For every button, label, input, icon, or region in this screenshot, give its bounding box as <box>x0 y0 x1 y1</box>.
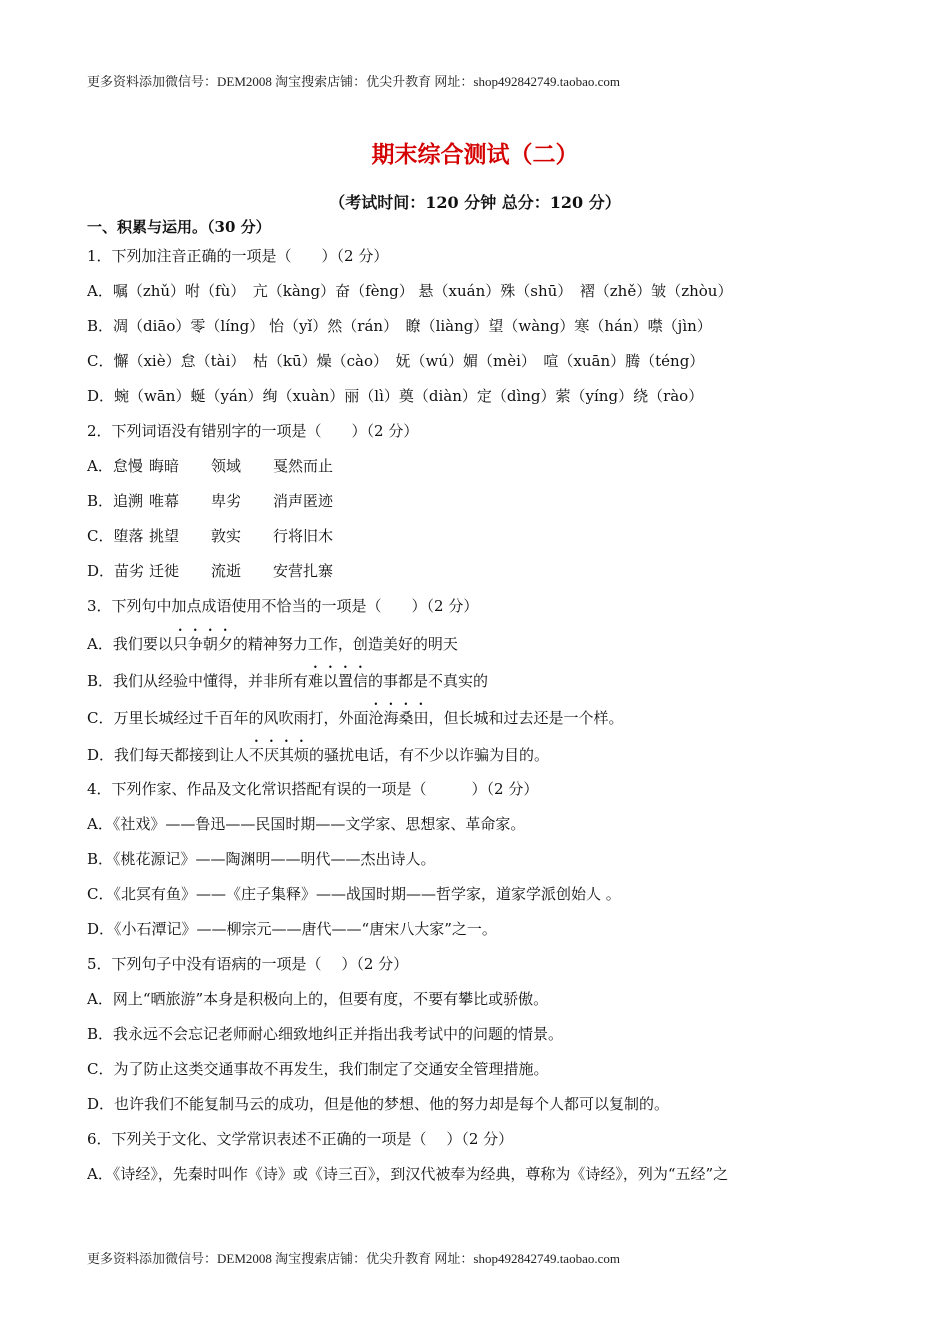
word: C．堕落 <box>87 527 144 545</box>
word: A．怠慢 <box>87 457 143 475</box>
section-heading: 一、积累与运用。（30 分） <box>87 218 271 236</box>
q5-option-c: C．为了防止这类交通事故不再发生，我们制定了交通安全管理措施。 <box>87 1060 549 1078</box>
q2-option-b <box>87 484 867 519</box>
exam-content <box>87 216 867 1192</box>
question-4: 4．下列作家、作品及文化常识搭配有误的一项是（ ）（2 分） <box>87 780 539 798</box>
word: 领域 <box>211 457 242 475</box>
q1-option-c: C．懈（xiè）怠（tài） 枯（kū）燥（cào） 妩（wú）媚（mèi） 喧（xuān）腾（téng） <box>87 352 705 370</box>
q4-option-c: C．《北冥有鱼》——《庄子集释》——战国时期——哲学家，道家学派创始人 。 <box>87 885 621 903</box>
word: B．追溯 <box>87 492 144 510</box>
q6-option-a: A．《诗经》，先秦时叫作《诗》或《诗三百》，到汉代被奉为经典，尊称为《诗经》，列为“五经”之 <box>87 1165 729 1183</box>
page-footer: 更多资料添加微信号：DEM2008 淘宝搜索店铺：优尖升教育 网址：shop492842749.taobao.com <box>87 1251 620 1266</box>
q2-option-d <box>87 554 867 589</box>
word: 安营扎寨 <box>273 562 334 580</box>
q4-option-a: A．《社戏》——鲁迅——民国时期——文学家、思想家、革命家。 <box>87 815 526 833</box>
dotted-idiom: 只争朝夕 <box>172 635 233 653</box>
question-3: 3．下列句中加点成语使用不恰当的一项是（ ）（2 分） <box>87 597 479 615</box>
q4-option-b: B．《桃花源记》——陶渊明——明代——杰出诗人。 <box>87 850 436 868</box>
dotted-idiom: 沧海桑田 <box>368 709 429 727</box>
q1-option-d: D．蜿（wān）蜒（yán）绚（xuàn）丽（lì）奠（diàn）定（dìng）萦（yíng）绕（rào） <box>87 387 704 405</box>
page-header: 更多资料添加微信号：DEM2008 淘宝搜索店铺：优尖升教育 网址：shop492842749.taobao.com <box>87 74 620 89</box>
sentence-text: A．我们要以 <box>87 635 173 653</box>
question-6: 6．下列关于文化、文学常识表述不正确的一项是（ ）（2 分） <box>87 1130 514 1148</box>
sentence-text: B．我们从经验中懂得，并非所有 <box>87 672 309 690</box>
word: 挑望 <box>149 527 180 545</box>
word: 敦实 <box>211 527 242 545</box>
word: 流逝 <box>211 562 242 580</box>
word: 晦暗 <box>149 457 180 475</box>
question-5: 5．下列句子中没有语病的一项是（ ）（2 分） <box>87 955 409 973</box>
q2-option-c <box>87 519 867 554</box>
page-title: 期末综合测试（二） <box>371 141 579 168</box>
word: 戛然而止 <box>273 457 334 475</box>
sentence-text: 的精神努力工作，创造美好的明天 <box>232 635 458 653</box>
dotted-idiom: 不厌其烦 <box>249 746 310 764</box>
word: 消声匿迹 <box>273 492 334 510</box>
word: 唯幕 <box>149 492 180 510</box>
sentence-text: ，但长城和过去还是一个样。 <box>428 709 624 727</box>
sentence-text: C．万里长城经过千百年的风吹雨打，外面 <box>87 709 369 727</box>
q4-option-d: D．《小石潭记》——柳宗元——唐代——“唐宋八大家”之一。 <box>87 920 497 938</box>
q3-option-c <box>87 698 867 735</box>
q3-option-d <box>87 735 867 772</box>
sentence-text: D．我们每天都接到让人 <box>87 746 250 764</box>
exam-info: （考试时间：120 分钟 总分：120 分） <box>329 193 621 212</box>
q1-option-a: A．嘱（zhǔ）咐（fù） 亢（kàng）奋（fèng） 悬（xuán）殊（shū） 褶（zhě）皱（zhòu） <box>87 282 733 300</box>
q3-option-a <box>87 624 867 661</box>
q1-option-b: B．凋（diāo）零（líng） 怡（yǐ）然（rán） 瞭（liàng）望（wàng）寒（hán）噤（jìn） <box>87 317 712 335</box>
q5-option-d: D．也许我们不能复制马云的成功，但是他的梦想、他的努力却是每个人都可以复制的。 <box>87 1095 670 1113</box>
dotted-idiom: 难以置信 <box>308 672 369 690</box>
word: 行将旧木 <box>273 527 334 545</box>
sentence-text: 的事都是不真实的 <box>368 672 489 690</box>
word: 卑劣 <box>211 492 242 510</box>
word: D．苗劣 <box>87 562 145 580</box>
q3-option-b <box>87 661 867 698</box>
question-2: 2．下列词语没有错别字的一项是（ ）（2 分） <box>87 422 419 440</box>
sentence-text: 的骚扰电话，有不少以诈骗为目的。 <box>309 746 550 764</box>
q5-option-b: B．我永远不会忘记老师耐心细致地纠正并指出我考试中的问题的情景。 <box>87 1025 564 1043</box>
question-1: 1．下列加注音正确的一项是（ ）（2 分） <box>87 247 389 265</box>
q5-option-a: A．网上“晒旅游”本身是积极向上的，但要有度，不要有攀比或骄傲。 <box>87 990 549 1008</box>
q2-option-a <box>87 449 867 484</box>
word: 迁徙 <box>149 562 180 580</box>
